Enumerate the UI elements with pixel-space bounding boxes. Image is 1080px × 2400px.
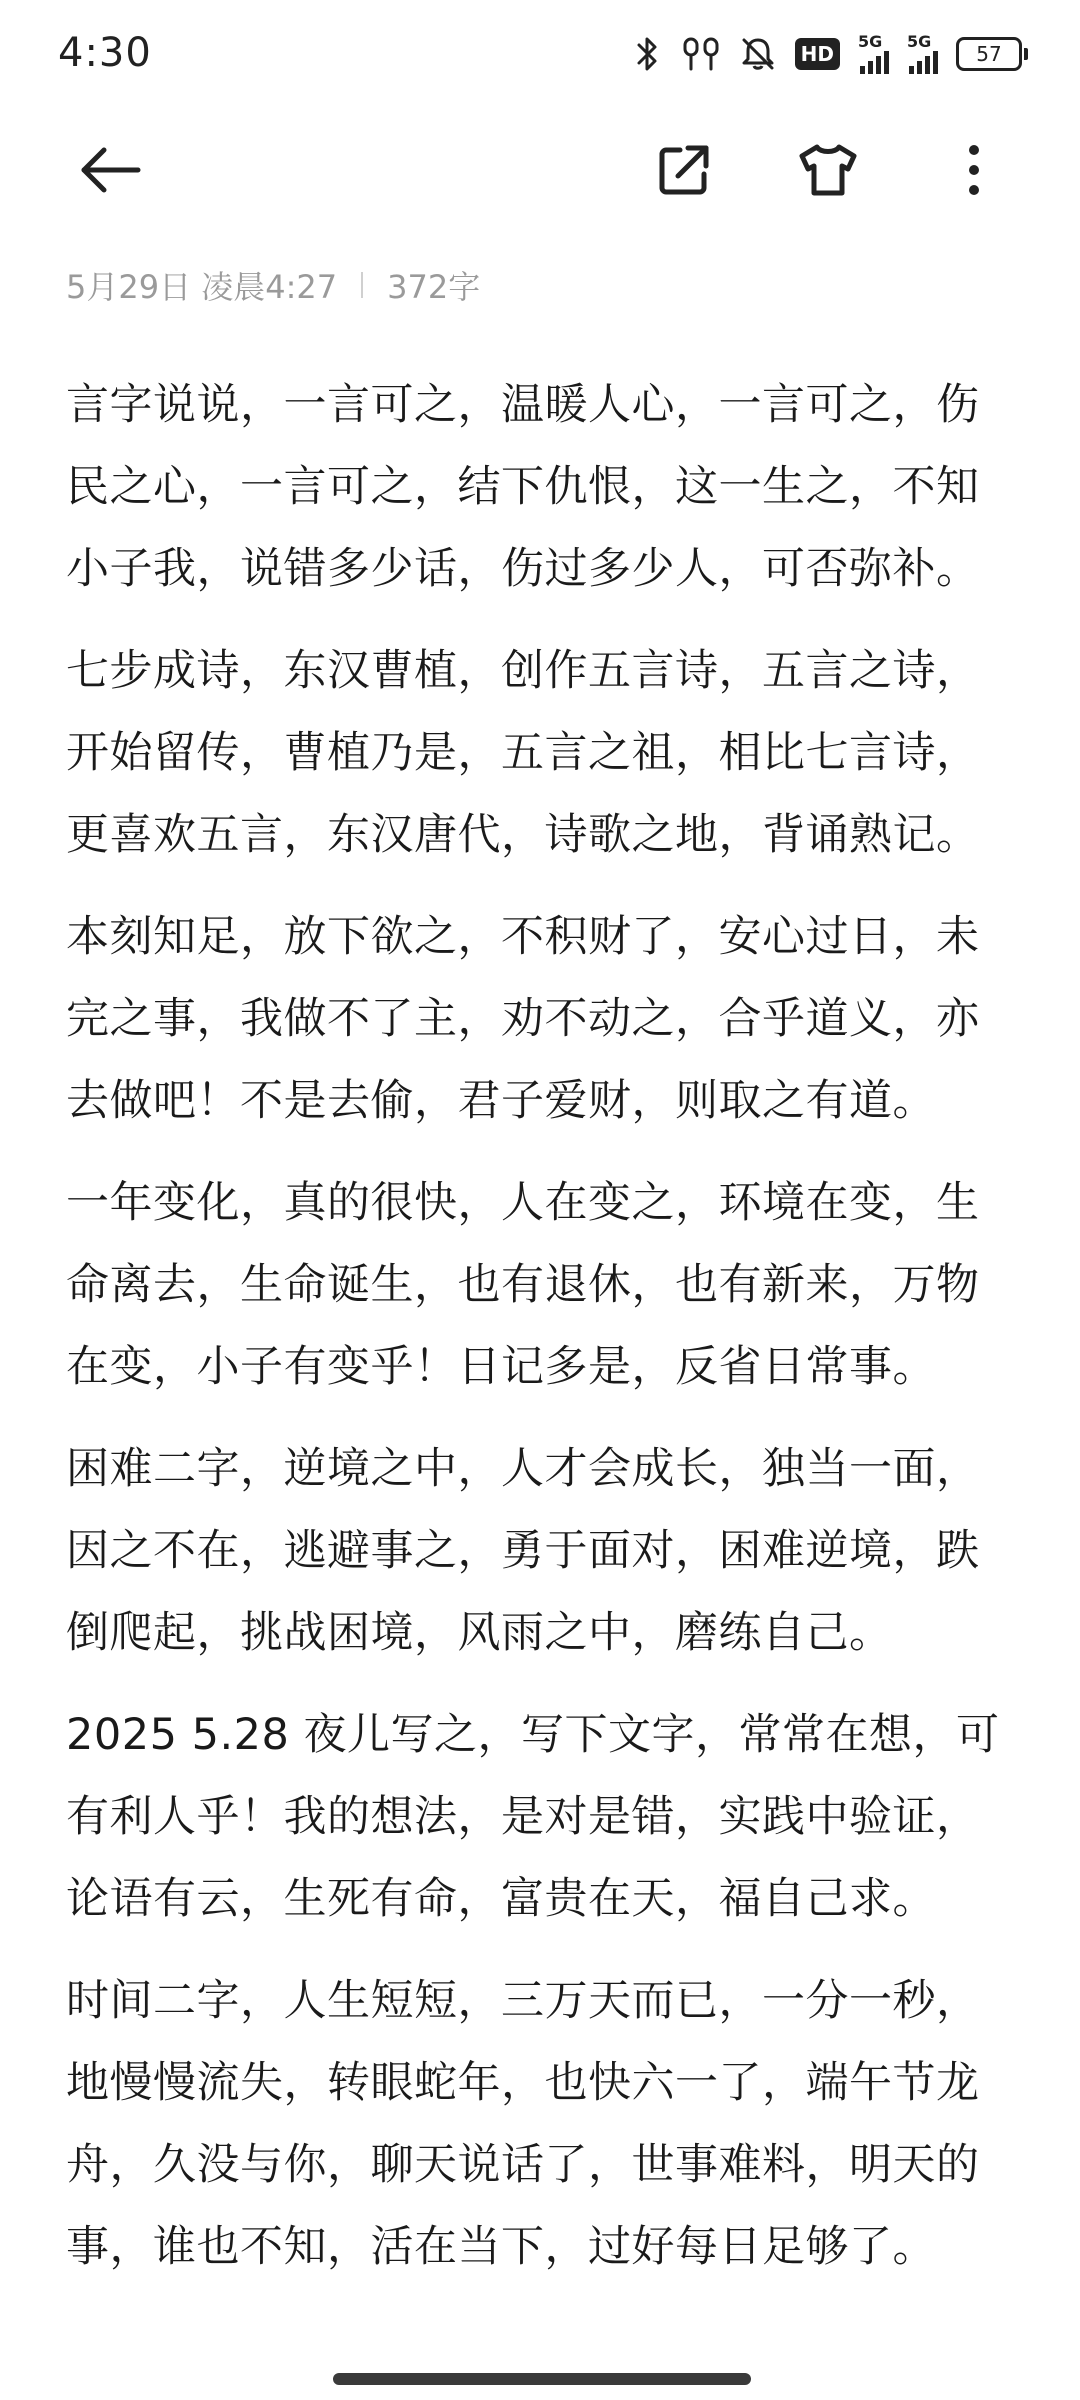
note-paragraph: 2025 5.28 夜儿写之，写下文字，常常在想，可有利人乎！我的想法，是对是错，实践中验证，论语有云，生死有命，富贵在天，福自己求。	[66, 1710, 1000, 1924]
cellular-signal-1: 5G	[858, 34, 889, 74]
back-arrow-icon	[78, 145, 142, 195]
battery-indicator	[956, 37, 1028, 71]
share-button[interactable]	[646, 132, 722, 208]
more-options-button[interactable]	[936, 132, 1012, 208]
cellular-signal-2: 5G	[907, 34, 938, 74]
status-time: 4:30	[58, 30, 152, 76]
meta-divider	[361, 272, 363, 298]
hd-badge: HD	[795, 38, 840, 70]
note-word-count: 372字	[387, 268, 481, 306]
note-paragraph: 言字说说，一言可之，温暖人心，一言可之，伤民之心，一言可之，结下仇恨，这一生之，不知小子我，说错多少话，伤过多少人，可否弥补。	[66, 380, 980, 594]
status-icons	[633, 32, 1028, 76]
battery-level: 57	[956, 37, 1022, 71]
top-app-bar	[0, 110, 1080, 230]
status-bar	[0, 0, 1080, 110]
note-meta	[66, 262, 480, 308]
note-paragraph: 时间二字，人生短短，三万天而已，一分一秒，地慢慢流失，转眼蛇年，也快六一了，端午节龙舟，久没与你，聊天说话了，世事难料，明天的事，谁也不知，活在当下，过好每日足够了。	[66, 1976, 980, 2272]
note-paragraph: 困难二字，逆境之中，人才会成长，独当一面，因之不在，逃避事之，勇于面对，困难逆境，跌倒爬起，挑战困境，风雨之中，磨练自己。	[66, 1444, 980, 1658]
tshirt-theme-icon	[797, 142, 859, 198]
earbuds-icon	[681, 35, 721, 73]
note-paragraph: 一年变化，真的很快，人在变之，环境在变，生命离去，生命诞生，也有退休，也有新来，万物在变，小子有变乎！日记多是，反省日常事。	[66, 1178, 980, 1392]
bluetooth-icon	[633, 35, 663, 73]
back-button[interactable]	[72, 132, 148, 208]
bell-muted-icon	[739, 35, 777, 73]
share-icon	[656, 142, 712, 198]
note-body[interactable]	[66, 364, 1016, 2308]
home-indicator[interactable]	[333, 2373, 751, 2385]
theme-button[interactable]	[790, 132, 866, 208]
note-date-time: 5月29日 凌晨4:27	[66, 268, 338, 306]
note-paragraph: 七步成诗，东汉曹植，创作五言诗，五言之诗，开始留传，曹植乃是，五言之祖，相比七言诗，更喜欢五言，东汉唐代，诗歌之地，背诵熟记。	[66, 646, 980, 860]
more-vertical-icon	[966, 142, 982, 198]
note-paragraph: 本刻知足，放下欲之，不积财了，安心过日，未完之事，我做不了主，劝不动之，合乎道义，亦去做吧！不是去偷，君子爱财，则取之有道。	[66, 912, 980, 1126]
